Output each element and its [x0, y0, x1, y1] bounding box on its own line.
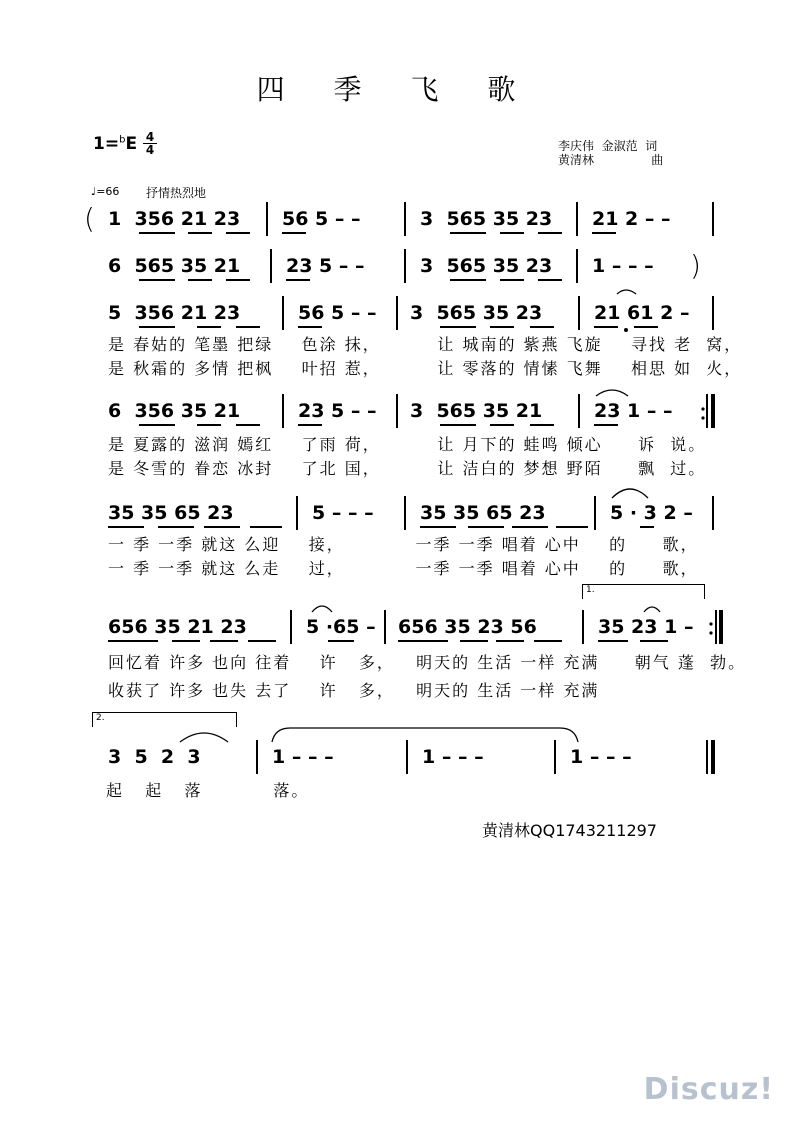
measure: 1 – – –: [422, 746, 484, 768]
time-signature: 4 4: [143, 131, 157, 156]
measure: 35 35 65 23: [420, 502, 546, 524]
measure: 23 5 – –: [298, 400, 377, 422]
measure: 6 565 35 21: [108, 255, 241, 277]
measure: 21 61 2 –: [594, 302, 690, 324]
measure: 3 565 35 23: [420, 255, 553, 277]
measure: 35 23 1 –: [598, 616, 694, 638]
repeat-dot: [709, 631, 712, 634]
repeat-dot: [701, 407, 704, 410]
lyric-line: 是 春姑的 笔墨 把绿 色涂 抹， 让 城南的 紫燕 飞旋 寻找 老 窝，: [108, 335, 743, 354]
low-octave-dot: [624, 328, 628, 332]
measure: 1 – – –: [570, 746, 632, 768]
tie: [617, 290, 636, 294]
lyric-line: 一 季 一季 就这 么走 过， 一季 一季 唱着 心中 的 歌，: [108, 559, 699, 578]
measure: 3 5 2 3: [108, 746, 201, 768]
measure: 6 356 35 21: [108, 400, 241, 422]
lyric-line: 回忆着 许多 也向 往着 许 多， 明天的 生活 一样 充满 朝气 蓬 勃。: [108, 653, 747, 672]
lyricist-credit: 李庆伟 金淑范 词: [558, 139, 658, 153]
measure: 5 ·65 –: [306, 616, 376, 638]
measure: 1 – – –: [272, 746, 334, 768]
measure: 56 5 – –: [298, 302, 377, 324]
repeat-close-paren: ): [690, 249, 701, 282]
song-title: 四 季 飞 歌: [256, 73, 536, 106]
lyric-line: 一 季 一季 就这 么迎 接， 一季 一季 唱着 心中 的 歌，: [108, 535, 699, 554]
measure: 3 565 35 23: [410, 302, 543, 324]
volta-1: 1.: [582, 584, 705, 599]
arranger-signature: 黄清林QQ1743211297: [482, 821, 657, 840]
tie: [596, 390, 628, 396]
slur: [612, 489, 648, 498]
lyric-line: 是 秋霜的 多情 把枫 叶招 惹， 让 零落的 情愫 飞舞 相思 如 火，: [108, 359, 743, 378]
tempo-mark: ♩=66: [91, 185, 120, 198]
measure: 21 2 – –: [592, 208, 671, 230]
measure: 1 356 21 23: [108, 208, 241, 230]
volta-2: 2.: [92, 712, 237, 727]
key-signature: 1=$^b$E: [93, 134, 138, 154]
measure: 23 1 – –: [594, 400, 673, 422]
measure: 5 – – –: [312, 502, 374, 524]
measure: 5 356 21 23: [108, 302, 241, 324]
repeat-dot: [701, 416, 704, 419]
discuz-watermark: Discuz!: [643, 1072, 774, 1107]
lyric-line: 起 起 落 落。: [106, 781, 310, 800]
measure: 656 35 23 56: [398, 616, 537, 638]
repeat-open-paren: (: [84, 202, 95, 235]
composer-credit: 黄清林 曲: [558, 153, 664, 167]
tie: [312, 606, 332, 612]
tie: [272, 728, 578, 742]
repeat-dot: [709, 622, 712, 625]
slur: [180, 733, 228, 742]
measure: 3 565 35 21: [410, 400, 543, 422]
expression-mark: 抒情热烈地: [146, 186, 207, 200]
measure: 3 565 35 23: [420, 208, 553, 230]
measure: 35 35 65 23: [108, 502, 234, 524]
measure: 656 35 21 23: [108, 616, 247, 638]
measure: 5 · 3 2 –: [610, 502, 693, 524]
lyric-line: 是 冬雪的 眷恋 冰封 了北 国， 让 洁白的 梦想 野陌 飘 过。: [108, 459, 707, 478]
measure: 23 5 – –: [286, 255, 365, 277]
lyric-line: 是 夏露的 滋润 嫣红 了雨 荷， 让 月下的 蛙鸣 倾心 诉 说。: [108, 435, 707, 454]
lyric-line: 收获了 许多 也失 去了 许 多， 明天的 生活 一样 充满: [108, 681, 600, 700]
tie: [644, 607, 660, 612]
measure: 1 – – –: [592, 255, 654, 277]
measure: 56 5 – –: [282, 208, 361, 230]
